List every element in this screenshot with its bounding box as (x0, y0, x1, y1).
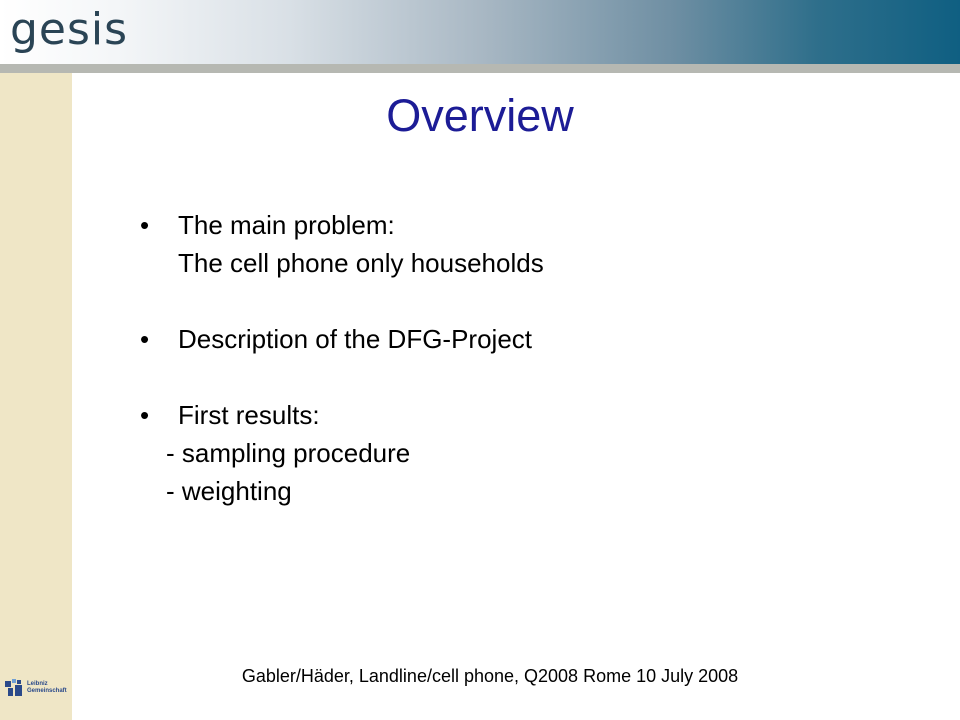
bullet-dot: • (140, 324, 150, 354)
bullet-text: The main problem: (178, 210, 395, 240)
bullet-text: First results: (178, 400, 320, 430)
bullet-dot: • (140, 400, 150, 430)
bullet-item (140, 320, 900, 358)
leibniz-line2: Gemeinschaft (27, 688, 67, 694)
bullet-text-continued: The cell phone only households (178, 248, 544, 278)
slide-footer: Gabler/Häder, Landline/cell phone, Q2008 Rome 10 July 2008 (241, 666, 739, 686)
bullet-item (140, 396, 900, 434)
slide-title: Overview (386, 90, 574, 141)
bullet-item (140, 206, 900, 282)
sub-item: - weighting (166, 476, 292, 506)
left-sidebar (0, 73, 72, 720)
bullet-list (140, 206, 900, 510)
header-banner (0, 0, 960, 64)
header-rule (0, 64, 960, 73)
bullet-text: Description of the DFG-Project (178, 324, 533, 354)
gesis-logo: gesis (10, 4, 129, 55)
leibniz-line1: Leibniz (27, 681, 48, 687)
bullet-dot: • (140, 210, 150, 240)
sub-item: - sampling procedure (166, 438, 411, 468)
